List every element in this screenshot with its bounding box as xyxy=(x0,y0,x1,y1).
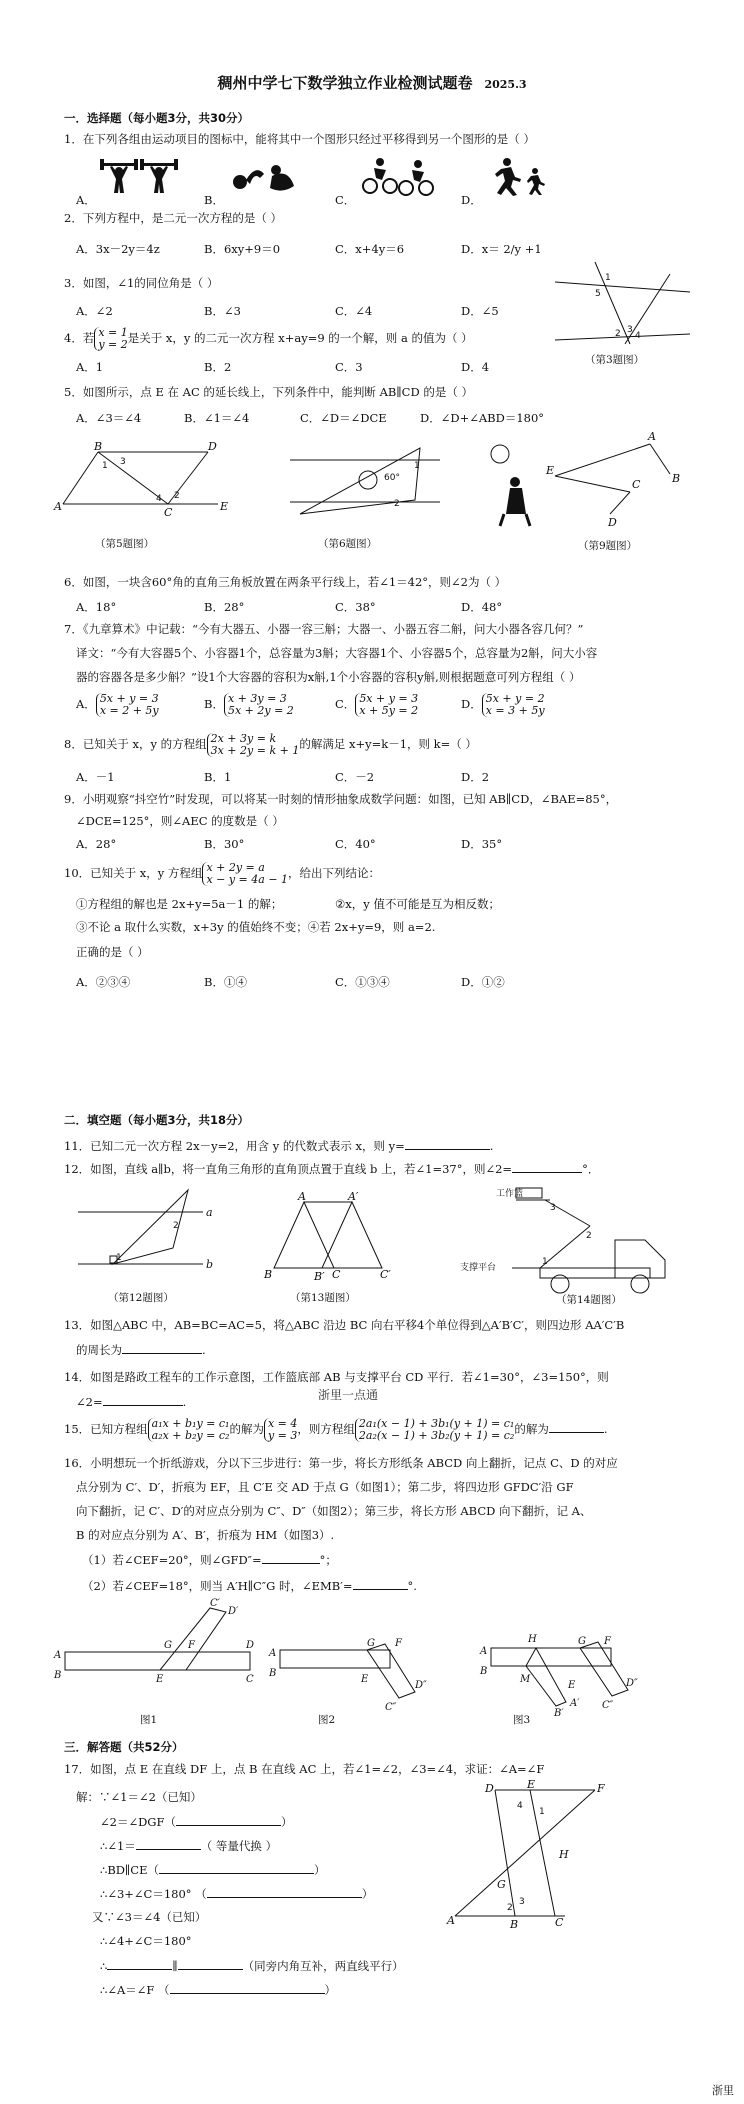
svg-text:F: F xyxy=(188,1640,195,1651)
svg-text:E: E xyxy=(220,500,229,513)
q15-sys3-l1: 2a₁(x − 1) + 3b₁(y + 1) = c₁ xyxy=(358,1417,515,1430)
q8-option-a: A．－1 xyxy=(76,770,115,784)
q8-stem-a: 8．已知关于 x，y 的方程组 xyxy=(64,737,207,751)
q15-sys1-l1: a₁x + b₁y = c₁ xyxy=(151,1417,230,1430)
svg-text:B: B xyxy=(94,440,103,453)
q17-r8-end: （同旁内角互补，两直线平行） xyxy=(242,1959,404,1973)
section-choice-heading: 一．选择题（每小题3分，共30分） xyxy=(64,111,250,125)
q11-text: 11．已知二元一次方程 2x－y=2，用含 y 的代数式表示 x，则 y= xyxy=(64,1139,405,1153)
svg-text:E: E xyxy=(546,464,555,477)
svg-text:H: H xyxy=(528,1634,537,1645)
svg-text:C″: C″ xyxy=(385,1702,397,1713)
q4-system xyxy=(94,327,127,351)
q7-b-system xyxy=(224,693,294,717)
svg-text:C″: C″ xyxy=(602,1700,614,1711)
q17-r4-end: ） xyxy=(314,1863,326,1877)
q10-stem-b: ，给出下列结论： xyxy=(288,866,381,880)
q13-line2: 的周长为 . xyxy=(76,1343,206,1357)
q17-r8-parallel: ∥ xyxy=(172,1959,178,1973)
q13-text2: 的周长为 xyxy=(76,1343,122,1357)
q11-stem: 11．已知二元一次方程 2x－y=2，用含 y 的代数式表示 x，则 y= . xyxy=(64,1139,494,1153)
q10-conclusion-2: ②x，y 值不可能是互为相反数； xyxy=(335,897,500,911)
q6-option-b: B．28° xyxy=(204,600,245,614)
q14-caption: （第14题图） xyxy=(556,1294,622,1306)
q17-r7: ∴∠4+∠C＝180° xyxy=(100,1934,192,1948)
svg-text:E: E xyxy=(568,1680,576,1691)
svg-text:A′: A′ xyxy=(570,1698,580,1709)
q17-r5-blank[interactable] xyxy=(207,1886,362,1898)
q5-stem: 5．如图所示，点 E 在 AC 的延长线上，下列条件中，能判断 AB∥CD 的是（ ） xyxy=(64,385,473,399)
q15-stem: 15．已知方程组 a₁x + b₁y = c₁ a₂x + b₂y = c₂的解为 x = 4 y = 3，则方程组 2a₁(x − 1) + 3b₁(y + 1) = c₁ 2a₂(x − 1) + 3b₂(y + 1) = c₂的解为 . xyxy=(64,1417,608,1442)
q17-r1: 解：∵∠1＝∠2（已知） xyxy=(76,1790,202,1804)
svg-text:2: 2 xyxy=(174,491,180,501)
svg-text:3: 3 xyxy=(627,325,633,335)
q2-option-d: D．x＝ 2/y +1 xyxy=(461,242,542,256)
q15-system3 xyxy=(355,1418,514,1442)
q7-line3: 器的容器各是多少斛？”设1个大容器的容积为x斛,1个小容器的容积y斛,则根据题意可列方程组（ ） xyxy=(76,670,581,684)
q5-option-c: C．∠D＝∠DCE xyxy=(300,411,387,425)
svg-text:C: C xyxy=(332,1268,341,1281)
q7-b-line2: 5x + 2y = 2 xyxy=(227,704,294,717)
q15-system2 xyxy=(264,1418,297,1442)
svg-text:G: G xyxy=(164,1640,172,1651)
svg-text:2: 2 xyxy=(615,329,621,339)
svg-text:A: A xyxy=(269,1648,277,1659)
svg-text:B: B xyxy=(269,1668,277,1679)
svg-text:B: B xyxy=(480,1666,488,1677)
q13-line1: 13．如图△ABC 中，AB=BC=AC=5，将△ABC 沿边 BC 向右平移4个单位得到△A′B′C′，则四边形 AA′C′B xyxy=(64,1318,625,1332)
q17-r5-end: ） xyxy=(361,1887,374,1901)
exam-title xyxy=(0,72,744,93)
q16-p1-text: （1）若∠CEF=20°，则∠GFD″= xyxy=(82,1553,262,1567)
q7-option-a: A． 5x + y = 3 x = 2 + 5y xyxy=(76,692,159,717)
q7-b-line1: x + 3y = 3 xyxy=(227,692,287,705)
q10-stem xyxy=(64,862,380,886)
q10-option-b: B．①④ xyxy=(204,975,247,989)
q17-r8-text: ∴ xyxy=(100,1959,108,1973)
q2-stem: 2．下列方程中，是二元一次方程的是（ ） xyxy=(64,211,282,225)
svg-text:B: B xyxy=(54,1670,62,1681)
q10-option-c: C．①③④ xyxy=(335,975,390,989)
q6-option-d: D．48° xyxy=(461,600,503,614)
svg-text:E: E xyxy=(527,1778,536,1791)
q15-sys3-l2: 2a₂(x − 1) + 3b₂(y + 1) = c₂ xyxy=(358,1429,515,1442)
q8-system xyxy=(207,733,300,757)
q10-option-d: D．①② xyxy=(461,975,505,989)
q4-option-d: D．4 xyxy=(461,360,490,374)
q15-answer-blank[interactable] xyxy=(549,1421,604,1433)
q8-option-c: C．－2 xyxy=(335,770,375,784)
svg-text:2: 2 xyxy=(507,1903,513,1913)
svg-text:A: A xyxy=(298,1190,306,1203)
svg-text:D″: D″ xyxy=(415,1680,427,1691)
q8-stem xyxy=(64,733,477,757)
q10-option-a: A．②③④ xyxy=(76,975,131,989)
svg-text:A: A xyxy=(447,1914,455,1927)
svg-text:b: b xyxy=(206,1258,214,1271)
q16-p2-unit: °. xyxy=(407,1579,417,1593)
svg-text:1: 1 xyxy=(605,273,611,283)
q7-c-line1: 5x + y = 3 xyxy=(359,692,419,705)
svg-text:1: 1 xyxy=(414,461,420,471)
q16-line1: 16．小明想玩一个折纸游戏，分以下三步进行：第一步，将长方形纸条 ABCD 向上翻折，记点 C、D 的对应 xyxy=(64,1456,618,1470)
q14-text2: ∠2= xyxy=(76,1395,103,1409)
q16-p2-blank[interactable] xyxy=(353,1578,408,1590)
q14-figure xyxy=(450,1180,670,1284)
svg-text:C: C xyxy=(632,478,641,491)
svg-text:E: E xyxy=(361,1674,369,1685)
section-fill-heading: 二．填空题（每小题3分，共18分） xyxy=(64,1113,250,1127)
weightlifting-icons xyxy=(100,157,180,199)
q8-option-b: B．1 xyxy=(204,770,232,784)
q10-conclusion-3-4: ③不论 a 取什么实数，x+3y 的值始终不变；④若 2x+y=9，则 a=2. xyxy=(76,920,436,934)
q16-figure3 xyxy=(480,1608,686,1719)
q12-text: 12．如图，直线 a∥b，将一直角三角形的直角顶点置于直线 b 上，若∠1=37°，则∠2= xyxy=(64,1162,513,1176)
q1-option-c: C． xyxy=(335,193,356,207)
q3-option-b: B．∠3 xyxy=(204,304,241,318)
q17-r9-end: ） xyxy=(324,1983,337,1997)
svg-text:C: C xyxy=(555,1916,564,1929)
q8-stem-b: 的解满足 x+y=k－1，则 k=（ ） xyxy=(299,737,477,751)
q7-d-line1: 5x + y = 2 xyxy=(485,692,545,705)
q15-sys2-l1: x = 4 xyxy=(267,1417,298,1430)
q16-fig3-caption: 图3 xyxy=(513,1714,531,1726)
q9-option-c: C．40° xyxy=(335,837,376,851)
q14-support-label: 支撑平台 xyxy=(460,1263,497,1273)
svg-text:D″: D″ xyxy=(626,1678,638,1689)
q3-option-c: C．∠4 xyxy=(335,304,373,318)
q17-r4 xyxy=(100,1862,326,1878)
q3-stem: 3．如图，∠1的同位角是（ ） xyxy=(64,276,219,290)
q17-r2-blank[interactable] xyxy=(176,1814,281,1826)
svg-text:G: G xyxy=(497,1878,506,1891)
svg-text:B′: B′ xyxy=(554,1708,564,1719)
q3-figure xyxy=(555,262,690,344)
q16-part1 xyxy=(82,1552,337,1568)
q3-option-a: A．∠2 xyxy=(76,304,113,318)
svg-text:A′: A′ xyxy=(348,1190,359,1203)
svg-text:3: 3 xyxy=(519,1897,525,1907)
q6-option-a: A．18° xyxy=(76,600,117,614)
q9-caption: （第9题图） xyxy=(578,540,638,552)
q17-r5-text: ∴∠3+∠C＝180° （ xyxy=(100,1887,207,1901)
q6-figure xyxy=(290,440,440,520)
q15-sys2-l2: y = 3 xyxy=(267,1429,298,1442)
svg-text:5: 5 xyxy=(595,289,601,299)
q13-answer-blank[interactable] xyxy=(122,1342,202,1354)
svg-text:B: B xyxy=(264,1268,273,1281)
q8-sys-line1: 2x + 3y = k xyxy=(210,732,277,745)
q17-r2-text: ∠2＝∠DGF（ xyxy=(100,1815,176,1829)
q17-r4-text: ∴BD∥CE（ xyxy=(100,1863,159,1877)
q6-caption: （第6题图） xyxy=(318,538,378,550)
svg-text:D: D xyxy=(485,1782,494,1795)
cycling-icons xyxy=(362,156,434,198)
q10-sys-line1: x + 2y = a xyxy=(206,861,265,874)
q15-text-d: 的解为 xyxy=(514,1422,549,1436)
q2-option-a: A．3x－2y＝4z xyxy=(76,242,160,256)
q7-option-b: B． x + 3y = 3 5x + 2y = 2 xyxy=(204,692,294,717)
q17-r3 xyxy=(100,1838,277,1854)
q14-line2: ∠2= . xyxy=(76,1395,187,1409)
q3-option-d: D．∠5 xyxy=(461,304,499,318)
q10-conclusion-1: ①方程组的解也是 2x+y=5a－1 的解； xyxy=(76,897,283,911)
q7-c-system xyxy=(355,693,418,717)
q17-r2 xyxy=(100,1814,292,1830)
svg-text:D: D xyxy=(608,516,617,529)
svg-text:M: M xyxy=(520,1674,531,1685)
svg-text:4: 4 xyxy=(517,1801,523,1811)
q5-option-d: D．∠D+∠ABD＝180° xyxy=(420,411,545,425)
footer-watermark: 浙里 xyxy=(712,2084,734,2097)
q10-stem-a: 10．已知关于 x，y 方程组 xyxy=(64,866,203,880)
q9-option-d: D．35° xyxy=(461,837,503,851)
q7-a-system xyxy=(96,693,159,717)
q7-a-line2: x = 2 + 5y xyxy=(99,704,159,717)
exam-date: 2025.3 xyxy=(484,78,527,91)
q6-stem: 6．如图，一块含60°角的直角三角板放置在两条平行线上，若∠1＝42°，则∠2为（ ） xyxy=(64,575,507,589)
svg-text:D: D xyxy=(208,440,217,453)
svg-text:C′: C′ xyxy=(380,1268,391,1281)
svg-text:B: B xyxy=(510,1918,519,1931)
svg-text:3: 3 xyxy=(550,1203,556,1213)
q15-text-b: 的解为 xyxy=(229,1422,264,1436)
q16-figure1 xyxy=(54,1598,260,1702)
q4-sys-line2: y = 2 xyxy=(98,338,128,351)
q12-unit: °． xyxy=(582,1162,600,1176)
q16-line4: B 的对应点分别为 A′、B′，折痕为 HM（如图3）. xyxy=(76,1528,335,1542)
svg-text:D: D xyxy=(246,1640,255,1651)
q17-r8-blank1[interactable] xyxy=(107,1958,172,1970)
q12-answer-blank[interactable] xyxy=(512,1161,582,1173)
q5-option-b: B．∠1＝∠4 xyxy=(184,411,250,425)
q15-text-a: 15．已知方程组 xyxy=(64,1422,148,1436)
svg-text:F: F xyxy=(597,1782,605,1795)
q17-r4-blank[interactable] xyxy=(159,1862,314,1874)
q9-option-b: B．30° xyxy=(204,837,245,851)
q1-option-b: B． xyxy=(204,193,224,207)
q2-option-c: C．x+4y＝6 xyxy=(335,242,405,256)
svg-text:2: 2 xyxy=(394,499,400,509)
q9-figure xyxy=(480,430,700,529)
q17-r9-blank[interactable] xyxy=(170,1982,325,1994)
q13-caption: （第13题图） xyxy=(290,1292,356,1304)
q15-sys1-l2: a₂x + b₂y = c₂ xyxy=(151,1429,230,1442)
q7-line2: 译文：“今有大容器5个、小容器1个，总容量为3斛；大容器1个、小容器5个，总容量为2斛，问大小容 xyxy=(76,646,598,660)
title-text: 稠州中学七下数学独立作业检测试题卷 xyxy=(217,74,473,92)
watermark-stamp: 浙里一点通 xyxy=(318,1388,379,1402)
q16-fig1-caption: 图1 xyxy=(140,1714,158,1726)
svg-text:B′: B′ xyxy=(314,1270,325,1283)
q9-line2: ∠DCE=125°，则∠AEC 的度数是（ ） xyxy=(76,814,284,828)
svg-text:F: F xyxy=(604,1636,611,1647)
q12-caption: （第12题图） xyxy=(108,1292,174,1304)
svg-text:a: a xyxy=(206,1206,213,1219)
q5-caption: （第5题图） xyxy=(95,538,155,550)
svg-text:C′: C′ xyxy=(210,1598,220,1609)
rolling-icons xyxy=(232,160,302,196)
svg-text:F: F xyxy=(395,1638,402,1649)
q16-p2-text: （2）若∠CEF=18°，则当 A′H∥C″G 时，∠EMB′= xyxy=(82,1579,353,1593)
q17-r2-end: ） xyxy=(280,1815,293,1829)
q8-option-d: D．2 xyxy=(461,770,490,784)
q7-d-system xyxy=(482,693,545,717)
svg-text:G: G xyxy=(367,1638,375,1649)
svg-text:1: 1 xyxy=(542,1257,548,1267)
q16-fig2-caption: 图2 xyxy=(318,1714,336,1726)
svg-text:4: 4 xyxy=(635,331,641,341)
svg-text:A: A xyxy=(648,430,656,443)
q15-system1 xyxy=(148,1418,230,1442)
svg-text:C: C xyxy=(164,506,173,519)
svg-text:G: G xyxy=(578,1636,586,1647)
q17-r3-blank[interactable] xyxy=(136,1838,201,1850)
svg-text:A: A xyxy=(54,1650,62,1661)
q17-r6: 又∵∠3＝∠4（已知） xyxy=(92,1910,207,1924)
q10-ask: 正确的是（ ） xyxy=(76,945,149,959)
q1-option-d: D． xyxy=(461,193,482,207)
q9-line1: 9．小明观察“抖空竹”时发现，可以将某一时刻的情形抽象成数学问题：如图，已知 AB∥CD，∠BAE=85°， xyxy=(64,792,618,806)
svg-text:4: 4 xyxy=(156,494,162,504)
svg-text:B: B xyxy=(672,472,681,485)
svg-text:C: C xyxy=(246,1674,254,1685)
q4-stem xyxy=(64,327,473,351)
q6-option-c: C．38° xyxy=(335,600,376,614)
svg-text:H: H xyxy=(559,1848,569,1861)
q7-option-d: D． 5x + y = 2 x = 3 + 5y xyxy=(461,692,545,717)
q7-a-line1: 5x + y = 3 xyxy=(99,692,159,705)
running-icons xyxy=(493,157,549,197)
q15-text-c: ，则方程组 xyxy=(297,1422,355,1436)
svg-text:D′: D′ xyxy=(228,1606,239,1617)
q7-line1: 7．《九章算术》中记载：“今有大器五、小器一容三斛；大器一、小器五容二斛，问大小器各容几何？” xyxy=(64,622,584,636)
q17-r5 xyxy=(100,1886,373,1902)
svg-text:1: 1 xyxy=(116,1253,122,1263)
q16-line2: 点分别为 C′、D′，折痕为 EF，且 C′E 交 AD 于点 G（如图1）；第二步，将四边形 GFDC′沿 GF xyxy=(76,1480,574,1494)
q16-p1-blank[interactable] xyxy=(262,1552,320,1564)
q16-line3: 向下翻折，记 C′、D′的对应点分别为 C″、D″（如图2）；第三步，将长方形 ABCD 向下翻折，记 A、 xyxy=(76,1504,592,1518)
q14-work-basket-label: 工作篮 xyxy=(496,1189,524,1199)
q5-option-a: A．∠3＝∠4 xyxy=(76,411,142,425)
q4-option-a: A．1 xyxy=(76,360,104,374)
q17-figure xyxy=(447,1778,605,1931)
q11-answer-blank[interactable] xyxy=(405,1138,490,1150)
svg-text:E: E xyxy=(156,1674,164,1685)
q10-sys-line2: x − y = 4a − 1 xyxy=(206,873,289,886)
section-solve-heading: 三．解答题（共52分） xyxy=(64,1740,184,1754)
q16-p1-unit: °； xyxy=(319,1553,337,1567)
svg-text:2: 2 xyxy=(173,1221,179,1231)
q10-system xyxy=(202,862,288,886)
q4-option-c: C．3 xyxy=(335,360,363,374)
q4-stem-b: 是关于 x，y 的二元一次方程 x+ay=9 的一个解，则 a 的值为（ ） xyxy=(127,331,473,345)
q7-option-c: C． 5x + y = 3 x + 5y = 2 xyxy=(335,692,419,717)
svg-text:A: A xyxy=(54,500,62,513)
svg-text:2: 2 xyxy=(586,1231,592,1241)
q2-option-b: B．6xy+9＝0 xyxy=(204,242,281,256)
q12-figure xyxy=(78,1182,218,1272)
q17-r8-blank2[interactable] xyxy=(178,1958,243,1970)
q4-option-b: B．2 xyxy=(204,360,232,374)
q7-d-line2: x = 3 + 5y xyxy=(485,704,545,717)
svg-text:60°: 60° xyxy=(384,473,400,483)
q1-option-a: A． xyxy=(76,193,96,207)
q5-figure xyxy=(54,440,229,519)
q17-r8 xyxy=(100,1958,404,1974)
svg-text:1: 1 xyxy=(539,1807,545,1817)
q4-sys-line1: x = 1 xyxy=(98,326,128,339)
svg-text:3: 3 xyxy=(120,457,126,467)
q4-stem-a: 4．若 xyxy=(64,331,95,345)
q12-stem xyxy=(64,1161,599,1177)
svg-text:A: A xyxy=(480,1646,488,1657)
q17-r9-text: ∴∠A＝∠F （ xyxy=(100,1983,170,1997)
q13-figure xyxy=(264,1190,408,1283)
q16-figure2 xyxy=(269,1620,455,1713)
q7-c-line2: x + 5y = 2 xyxy=(359,704,419,717)
q8-sys-line2: 3x + 2y = k + 1 xyxy=(210,744,300,757)
q3-caption: （第3题图） xyxy=(585,354,645,366)
q1-stem: 1．在下列各组由运动项目的图标中，能将其中一个图形只经过平移得到另一个图形的是（ ） xyxy=(64,132,535,146)
svg-text:1: 1 xyxy=(102,461,108,471)
q17-stem: 17．如图，点 E 在直线 DF 上，点 B 在直线 AC 上，若∠1=∠2，∠3=∠4，求证：∠A=∠F xyxy=(64,1762,545,1776)
q17-r3-text: ∴∠1＝ xyxy=(100,1839,136,1853)
q17-r9 xyxy=(100,1982,336,1998)
q16-part2 xyxy=(82,1578,417,1594)
q17-r3-end: （ 等量代换 ） xyxy=(200,1839,278,1853)
q14-answer-blank[interactable] xyxy=(103,1394,183,1406)
q9-option-a: A．28° xyxy=(76,837,117,851)
q14-line1: 14．如图是路政工程车的工作示意图，工作篮底部 AB 与支撑平台 CD 平行．若∠1=30°，∠3=150°，则 xyxy=(64,1370,609,1384)
